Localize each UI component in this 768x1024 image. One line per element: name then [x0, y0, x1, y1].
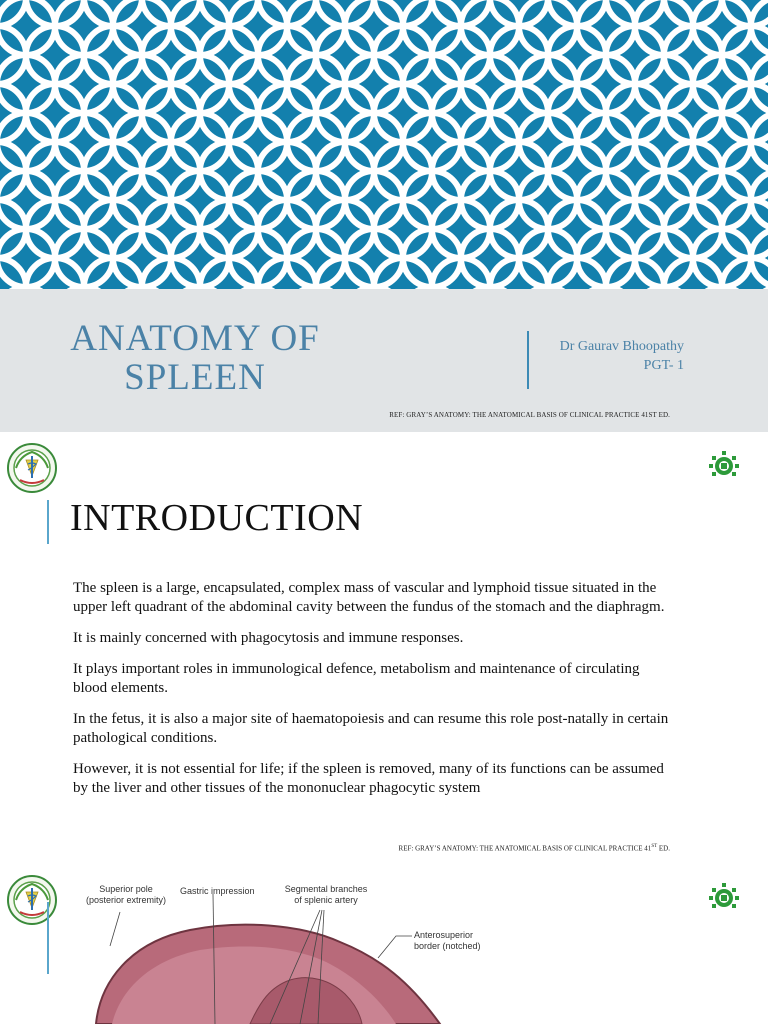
label-superior-pole: [86, 884, 166, 906]
label-text: Superior pole: [99, 884, 153, 894]
title-line-1: ANATOMY OF: [70, 318, 320, 359]
slide-title: INTRODUCTION: [70, 497, 364, 539]
reference-main: REF: GRAY’S ANATOMY: THE ANATOMICAL BASIS OF CLINICAL PRACTICE 41: [398, 844, 652, 853]
pattern-graphic: [0, 0, 768, 289]
label-text: Anterosuperior: [414, 930, 474, 940]
institute-logo-right: [706, 450, 742, 478]
label-text: border (notched): [414, 941, 481, 951]
label-anterosuperior-border: [414, 930, 481, 952]
reference-superscript: ST: [651, 844, 658, 849]
circle-pattern-banner: [0, 0, 768, 289]
label-segmental-branches: [284, 884, 368, 906]
reference-end: ED.: [657, 844, 670, 853]
presentation-title: [40, 319, 350, 397]
intro-paragraph: In the fetus, it is also a major site of haematopoiesis and can resume this role post-natally in certain pathological conditions.: [73, 711, 669, 746]
title-accent-bar: [47, 500, 49, 544]
author-name: Dr Gaurav Bhoopathy: [559, 339, 684, 354]
reference-note: REF: GRAY’S ANATOMY: THE ANATOMICAL BASIS OF CLINICAL PRACTICE 41ST ED.: [389, 411, 670, 419]
label-text: Segmental branches: [284, 884, 368, 894]
intro-paragraph: The spleen is a large, encapsulated, complex mass of vascular and lymphoid tissue situated in the upper left quadrant of the abdominal cavity between the fundus of the stomach and the diaphragm.: [73, 580, 665, 615]
introduction-slide: [0, 432, 768, 862]
author-block: [520, 337, 684, 375]
institute-logo-left: [6, 442, 58, 494]
title-slide: [0, 0, 768, 432]
introduction-body: [73, 579, 673, 810]
label-text: of splenic artery: [294, 895, 358, 905]
spleen-anatomy-slide: [0, 862, 768, 1024]
intro-paragraph: It plays important roles in immunological defence, metabolism and maintenance of circulating blood elements.: [73, 661, 640, 696]
reference-note: [300, 844, 670, 852]
leader-line: [378, 936, 412, 958]
title-line-2: SPLEEN: [124, 357, 266, 398]
label-gastric-impression: Gastric impression: [180, 886, 255, 896]
intro-paragraph: However, it is not essential for life; if the spleen is removed, many of its functions can be assumed by the liver and other tissues of the mononuclear phagocytic system: [73, 761, 664, 796]
intro-paragraph: It is mainly concerned with phagocytosis and immune responses.: [73, 630, 464, 646]
leader-line: [110, 912, 120, 946]
title-band: [0, 289, 768, 432]
label-text: (posterior extremity): [86, 895, 167, 905]
author-role: PGT- 1: [643, 358, 684, 373]
